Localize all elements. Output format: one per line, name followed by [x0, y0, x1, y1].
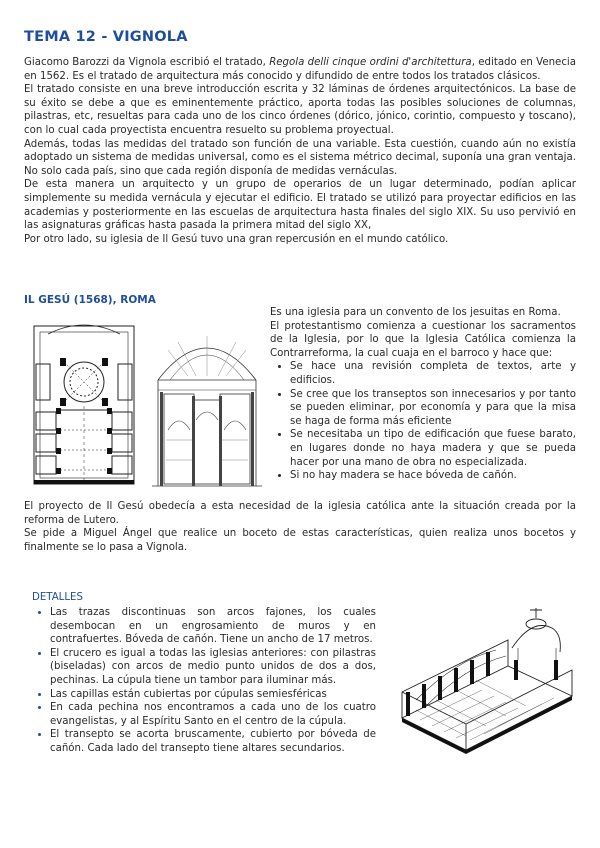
gesu-isometric-cutaway-image	[396, 600, 576, 778]
intro-paragraph-5: Por otro lado, su iglesia de Il Gesú tuvo una gran repercusión en el mundo católico.	[24, 233, 449, 245]
list-item: • Las capillas están cubiertas por cúpulas semiesféricas	[50, 688, 376, 702]
list-item: • Se cree que los transeptos son innecesarios y por tanto se pueden eliminar, por economía y para que la misa se haga de forma más eficiente	[290, 388, 576, 429]
intro-section	[24, 56, 576, 246]
gesu-paragraph-2: El protestantismo comienza a cuestionar los sacramentos de la Iglesia, por lo que la Iglesia Católica comienza la Contrarreforma, la cual cuaja en el barroco y hace que:	[270, 320, 576, 359]
intro-paragraph-3: Además, todas las medidas del tratado son función de una variable. Esta cuestión, cuando aún no existía adoptado un sistema de medidas universal, como es el sistema métrico decimal, suponía una gran ventaja. No solo cada país, sino que cada región disponía de medidas vernáculas.	[24, 138, 576, 177]
intro-paragraph-1	[24, 56, 576, 83]
intro-paragraph-4: De esta manera un arquitecto y un grupo de operarios de un lugar determinado, podían aplicar simplemente su medida vernácula y ejecutar el edificio. El tratado se utilizó para proyectar edificios en las academias y posteriormente en las escuelas de arquitectura hasta finales del siglo XIX. Su uso pervivió en las asignaturas gráficas hasta pasada la primera mitad del siglo XX,	[24, 179, 576, 232]
gesu-paragraph-1: Es una iglesia para un convento de los jesuitas en Roma.	[270, 307, 561, 318]
gesu-heading: IL GESÚ (1568), ROMA	[24, 294, 156, 306]
intro-paragraph-2: El tratado consiste en una breve introducción escrita y 32 láminas de órdenes arquitectónicos. La base de su éxito se debe a que es eminentemente práctico, aporta todas las posibles soluciones de columnas, pilastras, etc, resueltas para cada uno de los cinco órdenes (dórico, jónico, corintio, compuesto y toscano), con lo cual cada proyectista encuentra resuelto su problema proyectual.	[24, 84, 576, 136]
gesu-followup	[24, 500, 576, 554]
treatise-title: Regola delli cinque ordini d'architettura	[269, 57, 472, 68]
gesu-section-image	[148, 320, 266, 490]
list-item: • Se necesitaba un tipo de edificación que fuese barato, en lugares donde no haya madera y que se pueda hacer por una mano de obra no especializada.	[290, 428, 576, 469]
list-item: • Las trazas discontinuas son arcos fajones, los cuales desembocan en un engrosamiento de muros y en contrafuertes. Bóveda de cañón. Tiene un ancho de 17 metros.	[50, 606, 376, 647]
detalles-list	[32, 606, 376, 756]
list-item: • El crucero es igual a todas las iglesias anteriores: con pilastras (biseladas) con arcos de medio punto unidos de dos a dos, pechinas. La cúpula tiene un tambor para iluminar más.	[50, 647, 376, 688]
page-title: TEMA 12 - VIGNOLA	[24, 29, 188, 45]
detalles-heading: DETALLES	[32, 592, 83, 603]
list-item: • El transepto se acorta bruscamente, cubierto por bóveda de cañón. Cada lado del transepto tiene altares secundarios.	[50, 728, 376, 755]
gesu-followup-paragraph-1: El proyecto de Il Gesú obedecía a esta necesidad de la iglesia católica ante la situación creada por la reforma de Lutero.	[24, 501, 576, 526]
gesu-bullet-list	[270, 360, 576, 482]
list-item: • Si no hay madera se hace bóveda de cañón.	[290, 469, 576, 483]
list-item: • Se hace una revisión completa de textos, arte y edificios.	[290, 360, 576, 387]
intro-p1-end: , editado en Venecia en 1562. Es el tratado de arquitectura más conocido y difundido de entre todos los tratados clásicos.	[24, 57, 576, 82]
list-item: • En cada pechina nos encontramos a cada uno de los cuatro evangelistas, y al Espíritu Santo en el centro de la cúpula.	[50, 701, 376, 728]
intro-p1-start: Giacomo Barozzi da Vignola escribió el tratado,	[24, 57, 270, 68]
gesu-description	[270, 306, 576, 483]
gesu-followup-paragraph-2: Se pide a Miguel Ángel que realice un boceto de estas características, quien realiza unos bocetos y finalmente se lo pasa a Vignola.	[24, 528, 576, 553]
gesu-floor-plan-image	[30, 320, 138, 490]
